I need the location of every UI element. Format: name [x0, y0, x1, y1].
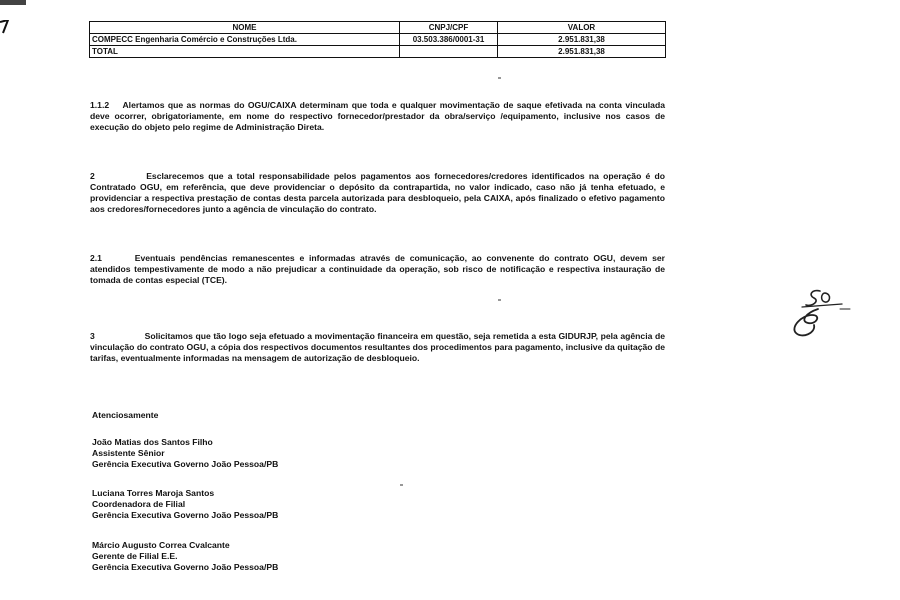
cell-total-label: TOTAL: [90, 46, 400, 58]
paragraph-number: 3: [90, 331, 95, 341]
paragraph-number: 1.1.2: [90, 100, 110, 110]
scan-speck: [400, 484, 403, 486]
signatory-role: Coordenadora de Filial: [92, 499, 186, 509]
cell-total-cnpj: [400, 46, 498, 58]
signatory-block: [92, 540, 278, 573]
signatory-name: Márcio Augusto Correa Cvalcante: [92, 540, 230, 550]
cell-cnpj: 03.503.386/0001-31: [400, 34, 498, 46]
paragraph-text: Eventuais pendências remanescentes e informadas através de comunicação, ao convenente do contrato OGU, devem ser atendidos tempestivamente de modo a não prejudicar a continuidade da operação, sob risco de notificação e respectiva instauração de tomada de contas especial (TCE).: [90, 253, 665, 285]
signatory-unit: Gerência Executiva Governo João Pessoa/PB: [92, 510, 279, 520]
signatory-role: Gerente de Filial E.E.: [92, 551, 178, 561]
paragraph-1-1-2: [90, 100, 665, 133]
signatory-unit: Gerência Executiva Governo João Pessoa/PB: [92, 562, 279, 572]
paragraph-text: Esclarecemos que a total responsabilidade pelos pagamentos aos fornecedores/credores identificados na operação é do Contratado OGU, em referência, que deve providenciar o depósito da contrapartida, no valor indicado, caso não já tenha efetuado, e providenciar a respectiva prestação de contas desta parcela autorizada para desbloqueio, pela CAIXA, após finalizado o efetivo pagamento aos credores/fornecedores junto a agência de vinculação do contrato.: [90, 171, 665, 214]
paragraph-number: 2: [90, 171, 95, 181]
scan-speck: [498, 299, 501, 301]
signatory-name: João Matias dos Santos Filho: [92, 437, 213, 447]
table-row: [90, 34, 666, 46]
signatory-name: Luciana Torres Maroja Santos: [92, 488, 215, 498]
handwritten-initials: [782, 285, 852, 340]
paragraph-2-1: [90, 253, 665, 286]
paragraph-text: Solicitamos que tão logo seja efetuado a movimentação financeira em questão, seja remetida a esta GIDURJP, pela agência de vinculação do contrato OGU, a cópia dos respectivos documentos resultantes dos procedimentos para pagamento, inclusive da quitação de tarifas, eventualmente informadas na mensagem de autorização de desbloqueio.: [90, 331, 666, 363]
paragraph-3: [90, 331, 665, 364]
signatory-role: Assistente Sênior: [92, 448, 165, 458]
table-header-row: [90, 22, 666, 34]
paragraph-number: 2.1: [90, 253, 102, 263]
scan-speck: [498, 77, 501, 79]
signatory-block: [92, 488, 278, 521]
closing-salutation: Atenciosamente: [92, 410, 159, 420]
signatory-unit: Gerência Executiva Governo João Pessoa/PB: [92, 459, 279, 469]
paragraph-2: [90, 171, 665, 215]
header-nome: NOME: [90, 22, 400, 34]
table-total-row: [90, 46, 666, 58]
scan-tick-mark: [0, 20, 10, 34]
header-valor: VALOR: [498, 22, 666, 34]
value-table: [89, 21, 666, 58]
signatory-block: [92, 437, 278, 470]
header-cnpj: CNPJ/CPF: [400, 22, 498, 34]
cell-nome: COMPECC Engenharia Comércio e Construções Ltda.: [90, 34, 400, 46]
paragraph-text: Alertamos que as normas do OGU/CAIXA determinam que toda e qualquer movimentação de saque efetivada na conta vinculada deve ocorrer, obrigatoriamente, em nome do respectivo fornecedor/prestador da obra/serviço /equipamento, inclusive nos casos de execução do objeto pelo regime de Administração Direta.: [90, 100, 665, 132]
scan-mark: [0, 0, 26, 5]
cell-total-valor: 2.951.831,38: [498, 46, 666, 58]
cell-valor: 2.951.831,38: [498, 34, 666, 46]
